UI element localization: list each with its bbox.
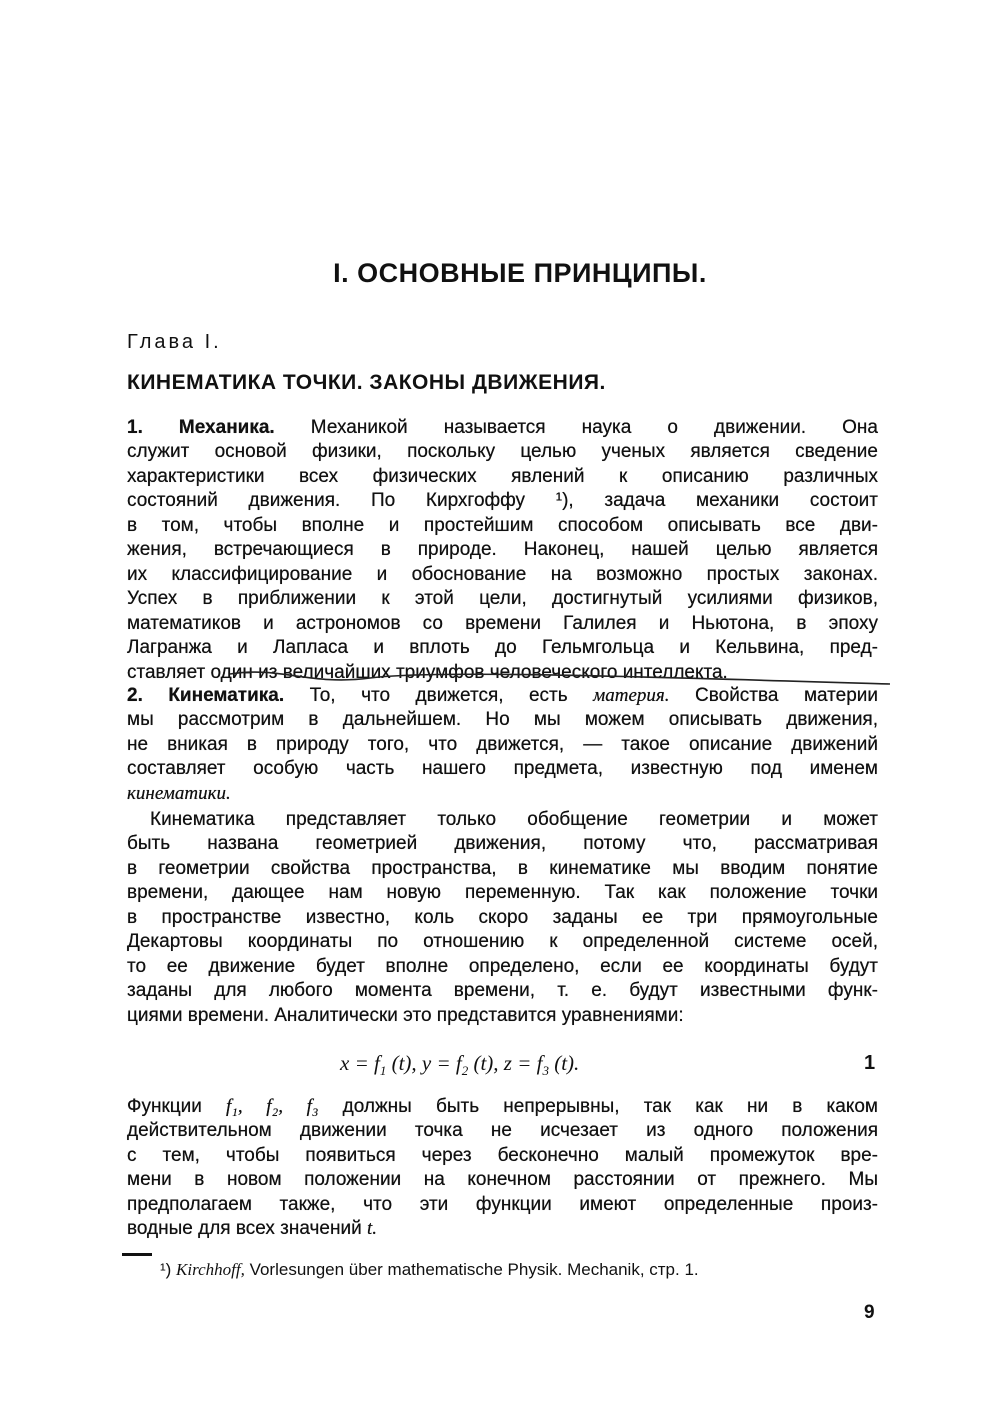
text-segment: заданы для любого момента времени, т. е. будут известными функ- — [127, 980, 878, 1002]
text-segment: Кинематика представляет только обобщение геометрии и может — [150, 809, 878, 830]
text-segment: то ее движение будет вполне определено, если ее координаты будут — [127, 955, 878, 977]
equation — [340, 1050, 579, 1080]
text-segment: их классифицирование и обоснование на возможно простых законах. — [127, 563, 878, 585]
text-line — [127, 1144, 878, 1168]
text-segment: мы рассмотрим в дальнейшем. Но мы можем описывать движения, — [127, 709, 878, 731]
text-line — [127, 979, 878, 1003]
text-line — [127, 416, 878, 440]
subscript: 2 — [461, 1063, 469, 1079]
emphasis: t. — [366, 1218, 378, 1240]
text-line — [127, 782, 878, 806]
text-segment: составляет особую часть нашего предмета, известную под именем — [127, 758, 878, 780]
text-line — [127, 881, 878, 905]
text-segment: не вникая в природу того, что движется, — такое описание движений — [127, 733, 878, 755]
text-line — [127, 857, 878, 881]
text-segment: Лагранжа и Лапласа и вплоть до Гельмгольца и Кельвина, пред- — [127, 637, 878, 659]
text-line — [127, 514, 878, 538]
section-heading: 1. Механика. — [127, 417, 275, 438]
text-segment: времени, дающее нам новую переменную. Так как положение точки — [127, 882, 878, 904]
equation-part: (t), y = f — [386, 1051, 462, 1075]
text-segment: водные для всех значений — [127, 1218, 367, 1240]
footnote — [160, 1260, 699, 1280]
equation-part: (t), z = f — [468, 1051, 543, 1075]
equation-part: (t). — [548, 1051, 580, 1075]
text-segment: состояний движения. По Кирхгоффу ¹), задача механики состоит — [127, 490, 878, 512]
text-segment: характеристики всех физических явлений к описанию различных — [127, 465, 878, 487]
text-line — [127, 538, 878, 562]
footnote-author: Kirchhoff, — [176, 1260, 245, 1279]
text-segment: Успех в приближении к этой цели, достигнутый усилиями физиков, — [127, 588, 878, 610]
text-segment: циями времени. Аналитически это представится уравнениями: — [127, 1004, 684, 1026]
text-line — [127, 1004, 878, 1028]
text-segment: в том, чтобы вполне и простейшим способом описывать все дви- — [127, 514, 878, 536]
footnote-mark: ¹) — [160, 1260, 177, 1279]
text-segment: мени в новом положении на конечном расстоянии от прежнего. Мы — [127, 1169, 878, 1191]
text-line — [127, 955, 878, 979]
text-line — [127, 1168, 878, 1192]
emphasis: f₁, f₂, f₃ — [226, 1096, 319, 1117]
section-heading: 2. Кинематика. — [127, 685, 285, 706]
text-segment: Механикой называется наука о движении. Она — [274, 417, 878, 438]
equation-number: 1 — [864, 1052, 876, 1074]
text-line — [127, 757, 878, 781]
text-segment: Декартовы координаты по отношению к определенной системе осей, — [127, 931, 878, 953]
text-line — [127, 636, 878, 660]
text-line — [127, 1095, 878, 1119]
text-segment: в пространстве известно, коль скоро заданы ее три прямоугольные — [127, 906, 878, 928]
handwritten-underline — [220, 660, 900, 690]
text-segment: быть названа геометрией движения, потому что, рассматривая — [127, 833, 878, 855]
footnote-rule — [122, 1253, 152, 1256]
text-line — [127, 708, 878, 732]
text-line — [127, 930, 878, 954]
text-line — [150, 808, 878, 832]
text-segment: предполагаем также, что эти функции имеют определенные произ- — [127, 1193, 878, 1215]
footnote-text: Vorlesungen über mathematische Physik. Mechanik, стр. 1. — [244, 1260, 699, 1279]
text-segment: Функции — [127, 1096, 227, 1117]
subscript: 1 — [379, 1063, 387, 1079]
equation-part: x = f — [340, 1051, 380, 1075]
emphasis: материя. — [593, 685, 670, 706]
text-line — [127, 906, 878, 930]
page-number: 9 — [864, 1302, 875, 1323]
text-segment: Свойства материи — [669, 685, 878, 706]
text-segment: жения, встречающиеся в природе. Наконец, нашей целью является — [127, 539, 878, 561]
text-line — [127, 563, 878, 587]
text-line — [127, 440, 878, 464]
text-line — [127, 612, 878, 636]
text-segment: должны быть непрерывны, так как ни в каком — [318, 1096, 878, 1117]
text-segment: математиков и астрономов со времени Галилея и Ньютона, в эпоху — [127, 612, 878, 634]
text-line — [127, 1193, 878, 1217]
chapter-label: Глава I. — [127, 331, 222, 353]
part-title: I. ОСНОВНЫЕ ПРИНЦИПЫ. — [333, 258, 707, 288]
text-line — [127, 1119, 878, 1143]
text-line — [127, 489, 878, 513]
text-line — [127, 832, 878, 856]
text-segment: служит основой физики, поскольку целью ученых является сведение — [127, 441, 878, 463]
emphasis: кинематики. — [127, 782, 231, 804]
text-segment: в геометрии свойства пространства, в кинематике мы вводим понятие — [127, 857, 878, 879]
text-segment: То, что движется, есть — [284, 685, 594, 706]
subscript: 3 — [542, 1063, 549, 1079]
text-segment: с тем, чтобы появиться через бесконечно малый промежуток вре- — [127, 1144, 878, 1166]
text-line — [127, 587, 878, 611]
text-line — [127, 733, 878, 757]
chapter-title: КИНЕМАТИКА ТОЧКИ. ЗАКОНЫ ДВИЖЕНИЯ. — [127, 371, 606, 394]
text-segment: ставляет один из величайших триумфов человеческого интеллекта. — [127, 661, 728, 683]
text-line — [127, 465, 878, 489]
text-line — [127, 1217, 878, 1241]
text-segment: действительном движении точка не исчезает из одного положения — [127, 1120, 878, 1142]
